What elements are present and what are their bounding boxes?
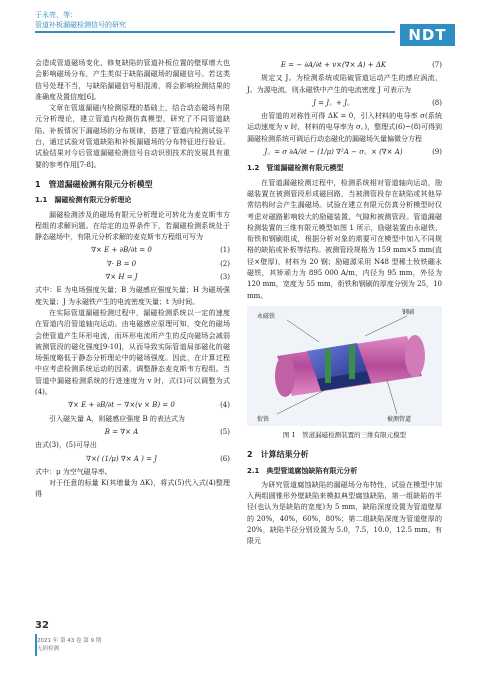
page-header bbox=[0, 0, 480, 52]
equation-number: (1) bbox=[220, 246, 230, 255]
equation-body: E = − ∂A/∂t + v×(∇× A) + ΔK bbox=[280, 61, 387, 69]
paragraph: 式中：E 为电场强度矢量；B 为磁感应强度矢量；H 为磁场强度矢量；J 为永磁铁产生的电流密度矢量；t 为时间。 bbox=[35, 286, 230, 306]
subsection-heading: 1.2 管道漏磁检测有限元模型 bbox=[247, 164, 344, 173]
label-magnet: 永磁铁 bbox=[257, 312, 276, 320]
equation bbox=[35, 245, 230, 256]
paragraph: 式中：μ 为空气磁导率。 bbox=[35, 467, 112, 476]
right-column bbox=[247, 58, 442, 548]
equation-number: (9) bbox=[432, 148, 442, 157]
paragraph: 在实际管道漏磁检测过程中，漏磁检测系统以一定的速度在管道内沿管道轴向运动。由电磁感应原理可知，变化的磁场会使管道产生环形电流，而环形电流所产生的反向磁场会减弱被测管段的磁化强度[9-10]，从而导致实际管道局部磁化的磁场强度略低于静态分析理论中的磁场强度。因此，在计算过程中应考虑检测系统运动的因素，调整静态麦克斯韦方程组。当管道中漏磁检测系统的行进速度为 v 时，式(1)可以调整为式(4)。 bbox=[35, 308, 230, 397]
label-brush: 钢刷 bbox=[402, 308, 415, 316]
paragraph: 由管道的对称性可得 ΔK = 0，引入材料的电导率 σ(系统运动速度为 v 时，材料的电导率为 σ。)，整理式(6)~(8)可得到漏磁检测系统可调运行动态磁化的漏磁场矢量偏微分方程 bbox=[247, 112, 442, 143]
equation-number: (3) bbox=[220, 273, 230, 282]
equation-body: ∇· B = 0 bbox=[106, 259, 137, 268]
journal-name: 无损检测 bbox=[37, 646, 60, 652]
equation-body: ∇×( (1/μ) ∇× A ) = J bbox=[86, 454, 157, 463]
header-rule bbox=[35, 31, 395, 33]
figure-caption: 图 1 管道漏磁检测装置的三维有限元模型 bbox=[282, 430, 407, 439]
paragraph: 漏磁检测涉及的磁场有限元分析理论可转化为麦克斯韦方程组的求解问题。在给定的边界条件下，若漏磁检测系统处于静态磁场中，有限元分析求解的麦克斯韦方程组可写为 bbox=[35, 210, 230, 242]
paragraph: 对于任意的标量 K(其增量为 ΔK)，将式(5)代入式(4)整理得 bbox=[35, 479, 230, 499]
equation bbox=[35, 427, 230, 438]
journal-logo: NDT bbox=[400, 24, 455, 46]
equation-body: ∇× E + ∂B/∂t − ∇×(v × B) = 0 bbox=[68, 401, 175, 410]
running-author: 于永亮，等： bbox=[35, 11, 77, 19]
equation-body: ∇× H = J bbox=[105, 273, 138, 282]
section-heading: 2 计算结果分析 bbox=[247, 450, 309, 460]
equation-body: B = ∇× A bbox=[104, 427, 139, 436]
equation bbox=[247, 147, 442, 158]
paragraph: 规定又 J。为检测系统或陷破管道运动产生的感应涡流，J。为源电流，则永磁铁中产生的电流密度 J 可表示为 bbox=[247, 74, 442, 94]
paragraph: 在管道漏磁检测过程中，检测系统相对管道轴向运动，励磁装置在被测管段形成磁回路，当被测管段存在缺陷或其他异常结构时会产生漏磁场。试验在建立有限元仿真分析模型时仅考虑对磁路影响较大的励磁装置、气隙和被测管段。管道漏磁检测装置的三维有限元模型如图 1 所示，励磁装置由永磁铁、衔铁和钢刷组成，根据分析对象的需要可在模型中加入不同规格的缺陷或补板等结构。被测管段规格为 159 mm×5 mm(直径×壁厚)，材料为 20 钢；励磁源采用 N48 型稀土钕铁硼永磁铁，其矫顽力为 895 000 A/m，内径为 95 mm，外径为 120 mm，宽度为 55 mm，衔铁和钢刷的厚度分别为 25，10 mm。 bbox=[247, 178, 442, 300]
equation-number: (7) bbox=[432, 61, 442, 69]
equation-number: (2) bbox=[220, 259, 230, 268]
equation-number: (5) bbox=[220, 427, 230, 436]
equation bbox=[35, 400, 230, 411]
page-number: 32 bbox=[35, 620, 49, 631]
equation-body: J。= σ ∂A/∂t − (1/μ) ∇²A − σ。× (∇× A) bbox=[264, 148, 403, 157]
section-heading: 1 管道漏磁检测有限元分析模型 bbox=[35, 179, 153, 189]
label-pipe: 被测管道 bbox=[387, 415, 412, 423]
paragraph: 文章在管道漏磁内检测原理的基础上，结合动态磁场有限元分析理论，建立管道内检测仿真模型，研究了不同管道缺陷、补板情况下漏磁场的分布规律，搭建了管道内检测试验平台，通过试验对管道缺陷和补板漏磁场的分布特征进行验证。试验结果对今后管道漏磁检测信号自动识别技术的发展具有重要的参考作用[7-8]。 bbox=[35, 104, 230, 169]
equation-body: ∇× E + ∂B/∂t = 0 bbox=[91, 246, 152, 255]
left-column bbox=[35, 58, 230, 501]
equation-number: (8) bbox=[432, 98, 442, 107]
paragraph: 会造成管道磁场变化，修复缺陷的管道补板位置的壁厚增大也会影响磁场分布，产生类似于缺陷漏磁场的漏磁信号。若这类信号处理不当，与缺陷漏磁信号相混淆，将会影响检测结果的准确度及置信度[6]。 bbox=[35, 59, 230, 101]
equation bbox=[35, 454, 230, 465]
paragraph: 由式(3)，(5)可导出 bbox=[35, 441, 97, 450]
page-footer bbox=[35, 620, 102, 652]
paragraph: 为研究管道腐蚀缺陷的漏磁场分布特性，试验在模型中加入两组圆锥形外壁缺陷来模拟典型腐蚀缺陷，第一组缺陷的半径(也认为是缺陷的宽度)为 5 mm，缺陷深度设置为管道壁厚的 20%，40%，60%，80%；第二组缺陷深度为管道壁厚的 20%，缺陷半径分别设置为 5.0，7.5，10.0，12.5 mm。有限元 bbox=[247, 480, 442, 546]
equation-number: (4) bbox=[220, 401, 230, 410]
equation bbox=[247, 60, 442, 71]
paragraph: 引入磁矢量 A，则磁感应强度 B 的表达式为 bbox=[49, 414, 185, 423]
running-title: 管道补板漏磁检测信号的研究 bbox=[35, 21, 126, 29]
subsection-heading: 2.1 典型管道腐蚀缺陷有限元分析 bbox=[247, 466, 358, 475]
equation-number: (6) bbox=[220, 454, 230, 463]
equation bbox=[35, 272, 230, 283]
label-yoke: 衔铁 bbox=[257, 415, 270, 423]
issue-info: 2021 年 第 43 卷 第 9 期 bbox=[37, 638, 102, 644]
subsection-heading: 1.1 漏磁检测有限元分析理论 bbox=[35, 196, 132, 205]
equation bbox=[247, 98, 442, 109]
equation bbox=[35, 259, 230, 270]
equation-body: J = J。+ J。 bbox=[313, 98, 354, 107]
figure-3d-model bbox=[247, 306, 442, 426]
fe-model-illustration bbox=[247, 306, 442, 426]
